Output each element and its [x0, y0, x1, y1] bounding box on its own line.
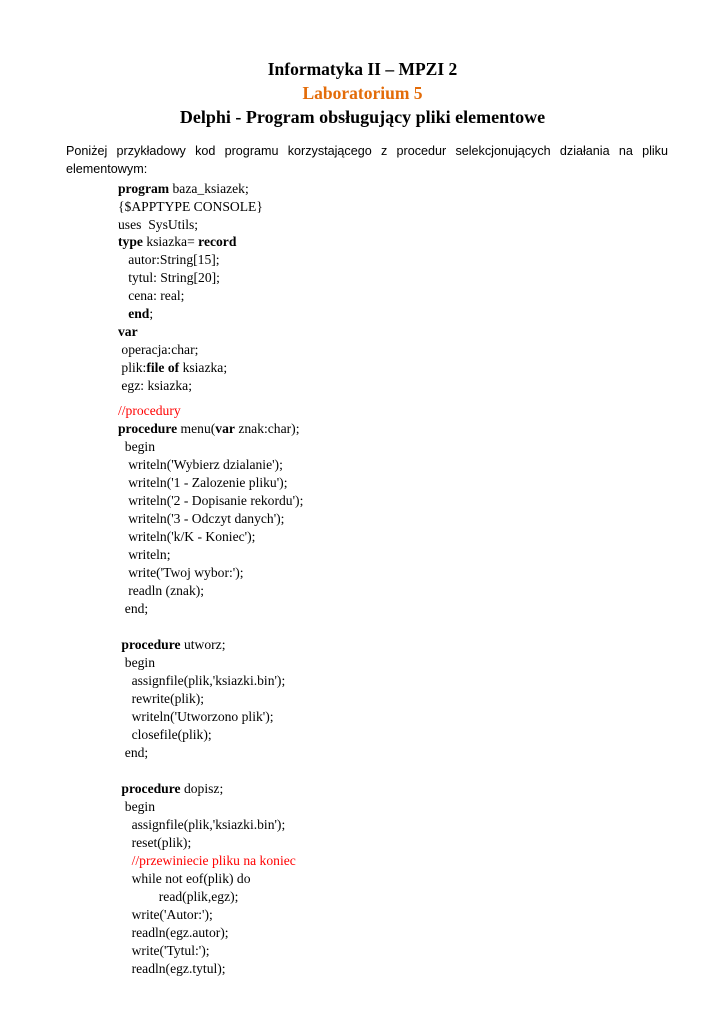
- code-text: closefile(plik);: [118, 727, 212, 742]
- code-text: read(plik,egz);: [118, 889, 239, 904]
- code-text: uses SysUtils;: [118, 217, 199, 232]
- code-line: [118, 654, 155, 672]
- code-text: autor:String[15];: [118, 252, 220, 267]
- code-line: [118, 816, 285, 834]
- code-text: plik:: [118, 360, 147, 375]
- code-text: write('Tytul:');: [118, 943, 210, 958]
- code-text: assignfile(plik,'ksiazki.bin');: [118, 817, 286, 832]
- code-text: begin: [118, 439, 155, 454]
- code-line: [118, 341, 198, 359]
- code-text: utworz;: [180, 637, 226, 652]
- code-line: [118, 359, 227, 377]
- code-line: [118, 269, 220, 287]
- code-line: [118, 305, 153, 323]
- code-text: //przewiniecie pliku na koniec: [118, 853, 296, 868]
- code-line: [118, 672, 285, 690]
- code-text: writeln('Wybierz dzialanie');: [118, 457, 283, 472]
- code-line: [118, 744, 148, 762]
- code-line: [118, 942, 210, 960]
- code-text: write('Twoj wybor:');: [118, 565, 244, 580]
- lab-title: Laboratorium 5: [302, 83, 423, 103]
- code-line: [118, 287, 184, 305]
- code-keyword: program: [118, 181, 170, 196]
- code-line: [118, 888, 238, 906]
- code-line: [118, 600, 148, 618]
- code-line: [118, 870, 251, 888]
- code-text: readln(egz.tytul);: [118, 961, 226, 976]
- code-keyword: end: [118, 306, 150, 321]
- code-text: //procedury: [118, 403, 181, 418]
- code-text: znak:char);: [234, 421, 300, 436]
- code-text: writeln;: [118, 547, 171, 562]
- code-line: [118, 906, 213, 924]
- code-line: [118, 780, 223, 798]
- topic-title: Delphi - Program obsługujący pliki elementowe: [179, 107, 546, 127]
- code-line: [118, 420, 299, 438]
- code-text: writeln('3 - Odczyt danych');: [118, 511, 285, 526]
- code-text: while not eof(plik) do: [118, 871, 251, 886]
- code-text: readln(egz.autor);: [118, 925, 229, 940]
- code-line: [118, 582, 204, 600]
- code-keyword: type: [118, 234, 143, 249]
- code-text: begin: [118, 655, 155, 670]
- code-line: [118, 636, 226, 654]
- code-line: [118, 924, 229, 942]
- code-text: end;: [118, 601, 149, 616]
- code-text: writeln('Utworzono plik');: [118, 709, 274, 724]
- code-line: [118, 528, 255, 546]
- code-line: [118, 564, 244, 582]
- code-line: [118, 180, 249, 198]
- code-text: ksiazka;: [179, 360, 228, 375]
- code-text: dopisz;: [180, 781, 224, 796]
- code-text: writeln('k/K - Koniec');: [118, 529, 256, 544]
- code-line: [118, 377, 192, 395]
- code-line: [118, 960, 226, 978]
- document-header: [0, 57, 725, 129]
- code-line: [118, 233, 236, 251]
- code-keyword: var: [118, 324, 138, 339]
- code-line: [118, 198, 263, 216]
- code-line: [118, 323, 138, 341]
- code-text: readln (znak);: [118, 583, 205, 598]
- code-text: operacja:char;: [118, 342, 199, 357]
- code-text: cena: real;: [118, 288, 185, 303]
- code-keyword: record: [198, 234, 237, 249]
- code-keyword: procedure: [118, 781, 181, 796]
- code-line: [118, 834, 191, 852]
- code-keyword: var: [215, 421, 235, 436]
- code-line: [118, 251, 220, 269]
- code-line: [118, 726, 212, 744]
- code-line: [118, 456, 283, 474]
- code-line: [118, 216, 198, 234]
- code-text: baza_ksiazek;: [169, 181, 249, 196]
- code-line: [118, 510, 284, 528]
- code-text: menu(: [177, 421, 216, 436]
- code-comment-line: [118, 852, 296, 870]
- code-text: rewrite(plik);: [118, 691, 205, 706]
- code-line: [118, 798, 155, 816]
- course-title: Informatyka II – MPZI 2: [267, 59, 458, 79]
- code-text: ;: [149, 306, 154, 321]
- code-line: [118, 546, 170, 564]
- code-text: reset(plik);: [118, 835, 192, 850]
- code-text: writeln('2 - Dopisanie rekordu');: [118, 493, 304, 508]
- code-comment-line: [118, 402, 181, 420]
- code-text: ksiazka=: [142, 234, 199, 249]
- intro-paragraph: Poniżej przykładowy kod programu korzystającego z procedur selekcjonujących działania na pliku elementowym:: [66, 144, 668, 176]
- code-line: [118, 492, 303, 510]
- code-keyword: procedure: [118, 421, 178, 436]
- code-text: {$APPTYPE CONSOLE}: [118, 199, 263, 214]
- code-keyword: file of: [146, 360, 180, 375]
- code-text: begin: [118, 799, 155, 814]
- code-text: tytul: String[20];: [118, 270, 220, 285]
- code-line: [118, 708, 274, 726]
- code-keyword: procedure: [118, 637, 181, 652]
- code-line: [118, 690, 204, 708]
- code-text: end;: [118, 745, 149, 760]
- code-text: writeln('1 - Zalozenie pliku');: [118, 475, 288, 490]
- code-line: [118, 474, 287, 492]
- code-line: [118, 438, 155, 456]
- code-text: assignfile(plik,'ksiazki.bin');: [118, 673, 286, 688]
- code-text: egz: ksiazka;: [118, 378, 192, 393]
- code-text: write('Autor:');: [118, 907, 213, 922]
